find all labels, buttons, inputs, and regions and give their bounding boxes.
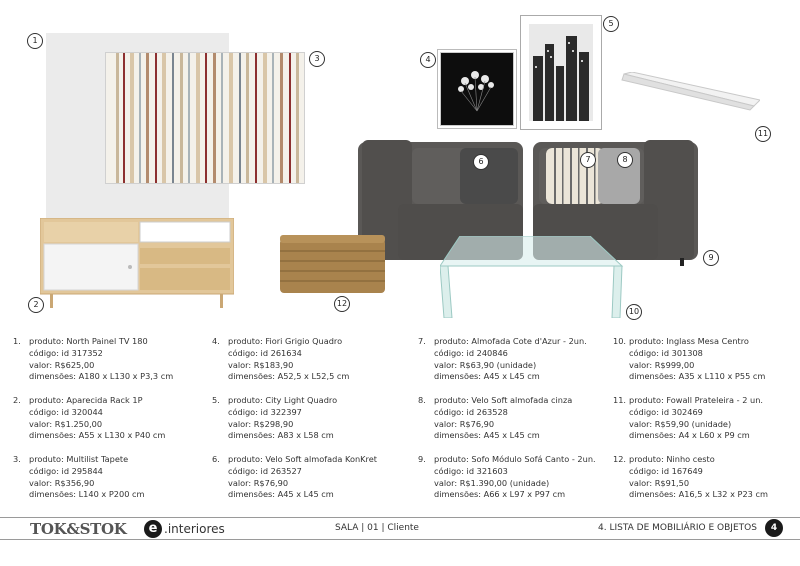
product-code: código: id 301308 (629, 347, 703, 358)
product-price: valor: R$183,90 (228, 359, 294, 370)
product-number: 7. (418, 336, 426, 346)
product-name: produto: Fiori Grigio Quadro (228, 336, 343, 346)
product-name: produto: Inglass Mesa Centro (629, 336, 749, 346)
product-dimensions: dimensões: A45 x L45 cm (228, 489, 334, 500)
shelf-image (620, 72, 760, 98)
product-number: 3. (13, 454, 21, 464)
page-number-badge: 4 (765, 519, 783, 537)
product-item (613, 336, 800, 383)
marker-5: 5 (603, 16, 619, 32)
product-price: valor: R$999,00 (629, 359, 695, 370)
product-item (13, 336, 209, 383)
product-code: código: id 302469 (629, 406, 703, 417)
product-code: código: id 317352 (29, 347, 103, 358)
product-name: produto: North Painel TV 180 (29, 336, 148, 346)
product-dimensions: dimensões: A83 x L58 cm (228, 430, 334, 441)
product-code: código: id 261634 (228, 347, 302, 358)
tokstok-logo: TOK&STOK (30, 520, 127, 538)
product-number: 4. (212, 336, 220, 346)
product-price: valor: R$76,90 (228, 477, 289, 488)
city-art-graphic (521, 16, 601, 129)
product-dimensions: dimensões: A45 x L45 cm (434, 430, 540, 441)
product-item (418, 336, 614, 383)
marker-11: 11 (755, 126, 771, 142)
product-item (212, 454, 408, 501)
product-dimensions: dimensões: A16,5 x L32 x P23 cm (629, 489, 768, 500)
marker-12: 12 (334, 296, 350, 312)
marker-10: 10 (626, 304, 642, 320)
product-number: 9. (418, 454, 426, 464)
product-code: código: id 167649 (629, 465, 703, 476)
footer-divider-bottom (0, 539, 800, 540)
marker-3: 3 (309, 51, 325, 67)
product-dimensions: dimensões: A52,5 x L52,5 cm (228, 371, 350, 382)
product-name: produto: Velo Soft almofada KonKret (228, 454, 377, 464)
product-dimensions: dimensões: L140 x P200 cm (29, 489, 145, 500)
glass-table-image (440, 236, 625, 318)
product-code: código: id 240846 (434, 347, 508, 358)
marker-9: 9 (703, 250, 719, 266)
product-item (13, 395, 209, 442)
product-code: código: id 320044 (29, 406, 103, 417)
product-item (212, 395, 408, 442)
product-dimensions: dimensões: A45 x L45 cm (434, 371, 540, 382)
product-name: produto: Multilist Tapete (29, 454, 129, 464)
product-price: valor: R$59,90 (unidade) (629, 418, 732, 429)
e-interiores-logo-text: .interiores (164, 522, 225, 536)
flower-art-graphic (441, 53, 513, 125)
product-code: código: id 263527 (228, 465, 302, 476)
footer-section-label: SALA | 01 | Cliente (335, 523, 419, 533)
product-code: código: id 322397 (228, 406, 302, 417)
product-name: produto: Velo Soft almofada cinza (434, 395, 573, 405)
product-price: valor: R$356,90 (29, 477, 95, 488)
rug-stripes-graphic (106, 53, 304, 183)
product-number: 12. (613, 454, 627, 464)
city-frame-image (520, 15, 602, 130)
product-dimensions: dimensões: A66 x L97 x P97 cm (434, 489, 566, 500)
product-name: produto: Almofada Cote d'Azur - 2un. (434, 336, 587, 346)
product-name: produto: Sofo Módulo Sofá Canto - 2un. (434, 454, 596, 464)
shelf-graphic (620, 72, 760, 112)
product-dimensions: dimensões: A4 x L60 x P9 cm (629, 430, 750, 441)
product-item (418, 395, 614, 442)
product-price: valor: R$76,90 (434, 418, 495, 429)
product-code: código: id 263528 (434, 406, 508, 417)
product-code: código: id 295844 (29, 465, 103, 476)
product-item (13, 454, 209, 501)
product-item (613, 395, 800, 442)
glass-table-graphic (440, 236, 625, 318)
product-price: valor: R$91,50 (629, 477, 690, 488)
product-item (418, 454, 614, 501)
cushion-konkret-image (460, 148, 518, 204)
marker-2: 2 (28, 297, 44, 313)
product-dimensions: dimensões: A35 x L110 x P55 cm (629, 371, 766, 382)
product-number: 1. (13, 336, 21, 346)
rug-image (105, 52, 305, 184)
flower-frame-image (440, 52, 514, 126)
marker-4: 4 (420, 52, 436, 68)
rack-image (40, 218, 234, 310)
product-number: 6. (212, 454, 220, 464)
product-number: 8. (418, 395, 426, 405)
product-price: valor: R$625,00 (29, 359, 95, 370)
product-dimensions: dimensões: A55 x L130 x P40 cm (29, 430, 166, 441)
product-code: código: id 321603 (434, 465, 508, 476)
product-number: 11. (613, 395, 627, 405)
product-price: valor: R$1.250,00 (29, 418, 103, 429)
product-item (613, 454, 800, 501)
product-name: produto: Ninho cesto (629, 454, 715, 464)
product-number: 10. (613, 336, 627, 346)
product-number: 2. (13, 395, 21, 405)
rack-graphic (40, 218, 234, 310)
product-price: valor: R$298,90 (228, 418, 294, 429)
footer-page-title: 4. LISTA DE MOBILIÁRIO E OBJETOS (598, 523, 757, 533)
product-item (212, 336, 408, 383)
product-name: produto: Aparecida Rack 1P (29, 395, 143, 405)
marker-1: 1 (27, 33, 43, 49)
e-interiores-logo-icon: e (144, 520, 162, 538)
basket-graphic (280, 235, 385, 293)
product-name: produto: Fowall Prateleira - 2 un. (629, 395, 763, 405)
marker-6: 6 (473, 154, 489, 170)
basket-image (280, 235, 385, 293)
product-number: 5. (212, 395, 220, 405)
marker-8: 8 (617, 152, 633, 168)
product-price: valor: R$63,90 (unidade) (434, 359, 537, 370)
marker-7: 7 (580, 152, 596, 168)
product-price: valor: R$1.390,00 (unidade) (434, 477, 550, 488)
footer-divider-top (0, 517, 800, 518)
product-name: produto: City Light Quadro (228, 395, 338, 405)
product-dimensions: dimensões: A180 x L130 x P3,3 cm (29, 371, 174, 382)
